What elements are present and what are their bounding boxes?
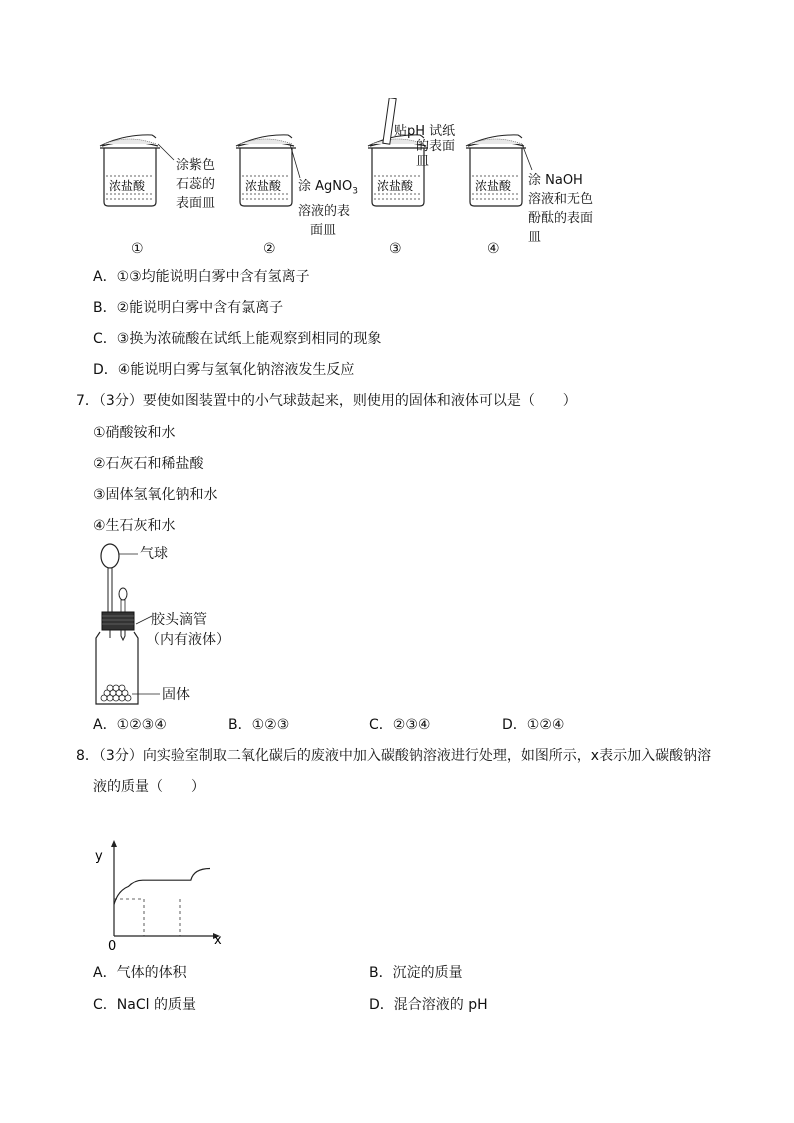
q8-option-d[interactable]: D．混合溶液的 pH — [369, 997, 488, 1013]
dropper-label: 胶头滴管 — [151, 612, 207, 628]
beaker-4-caption: 涂 NaOH 溶液和无色 酚酞的表面 皿 — [528, 173, 594, 245]
q6-option-a[interactable]: A．①③均能说明白雾中含有氢离子 — [93, 269, 310, 285]
beaker-3-label: 浓盐酸 — [377, 179, 414, 193]
q7-option-c[interactable]: C．②③④ — [369, 717, 431, 733]
q7-item-1: ①硝酸铵和水 — [93, 425, 176, 441]
beaker-number-4: ④ — [487, 241, 500, 257]
q8-line-chart — [88, 836, 238, 956]
q6-option-b[interactable]: B．②能说明白雾中含有氯离子 — [93, 300, 284, 316]
beaker-number-3: ③ — [389, 241, 402, 257]
q8-option-a[interactable]: A．气体的体积 — [93, 965, 187, 981]
origin-label: 0 — [108, 939, 117, 954]
q7-item-3: ③固体氢氧化钠和水 — [93, 487, 218, 503]
beaker-4 — [466, 135, 532, 206]
beaker-1-label: 浓盐酸 — [109, 179, 146, 193]
q7-item-4: ④生石灰和水 — [93, 518, 176, 534]
y-axis-label: y — [95, 849, 103, 864]
q7-option-a[interactable]: A．①②③④ — [93, 717, 167, 733]
beaker-2 — [236, 135, 300, 206]
q8-option-b[interactable]: B．沉淀的质量 — [369, 965, 463, 981]
beaker-2-caption: 涂 AgNO$_3$ 溶液的表 面皿 — [298, 179, 358, 238]
dropper-bulb — [119, 588, 127, 600]
beaker-1-caption: 涂紫色 石蕊的 表面皿 — [176, 158, 216, 211]
beaker-number-2: ② — [263, 241, 276, 257]
beaker-3-caption: 贴pH 试纸 的表面 皿 — [394, 124, 456, 169]
beaker-2-label: 浓盐酸 — [245, 179, 282, 193]
q7-stem: 7．（3分）要使如图装置中的小气球鼓起来，则使用的固体和液体可以是（ ） — [76, 393, 577, 409]
dropper-note: （内有液体） — [146, 632, 230, 648]
x-axis-label: x — [214, 933, 222, 948]
q7-option-b[interactable]: B．①②③ — [228, 717, 290, 733]
q7-item-2: ②石灰石和稀盐酸 — [93, 456, 204, 472]
q6-option-c[interactable]: C．③换为浓硫酸在试纸上能观察到相同的现象 — [93, 331, 382, 347]
solid-label: 固体 — [162, 687, 190, 703]
beaker-number-1: ① — [131, 241, 144, 257]
rubber-stopper — [102, 612, 134, 630]
beaker-4-label: 浓盐酸 — [475, 179, 512, 193]
beaker-1 — [100, 135, 174, 206]
balloon-shape — [101, 544, 119, 568]
solid-pellets — [101, 685, 131, 701]
q8-stem-line1: 8．（3分）向实验室制取二氧化碳后的废液中加入碳酸钠溶液进行处理，如图所示，x表示加入碳酸钠溶 — [76, 748, 712, 764]
q6-option-d[interactable]: D．④能说明白雾与氢氧化钠溶液发生反应 — [93, 362, 355, 378]
q7-option-d[interactable]: D．①②④ — [502, 717, 565, 733]
q8-option-c[interactable]: C．NaCl 的质量 — [93, 997, 196, 1013]
q8-stem-line2: 液的质量（ ） — [93, 779, 205, 795]
balloon-label: 气球 — [140, 546, 168, 562]
